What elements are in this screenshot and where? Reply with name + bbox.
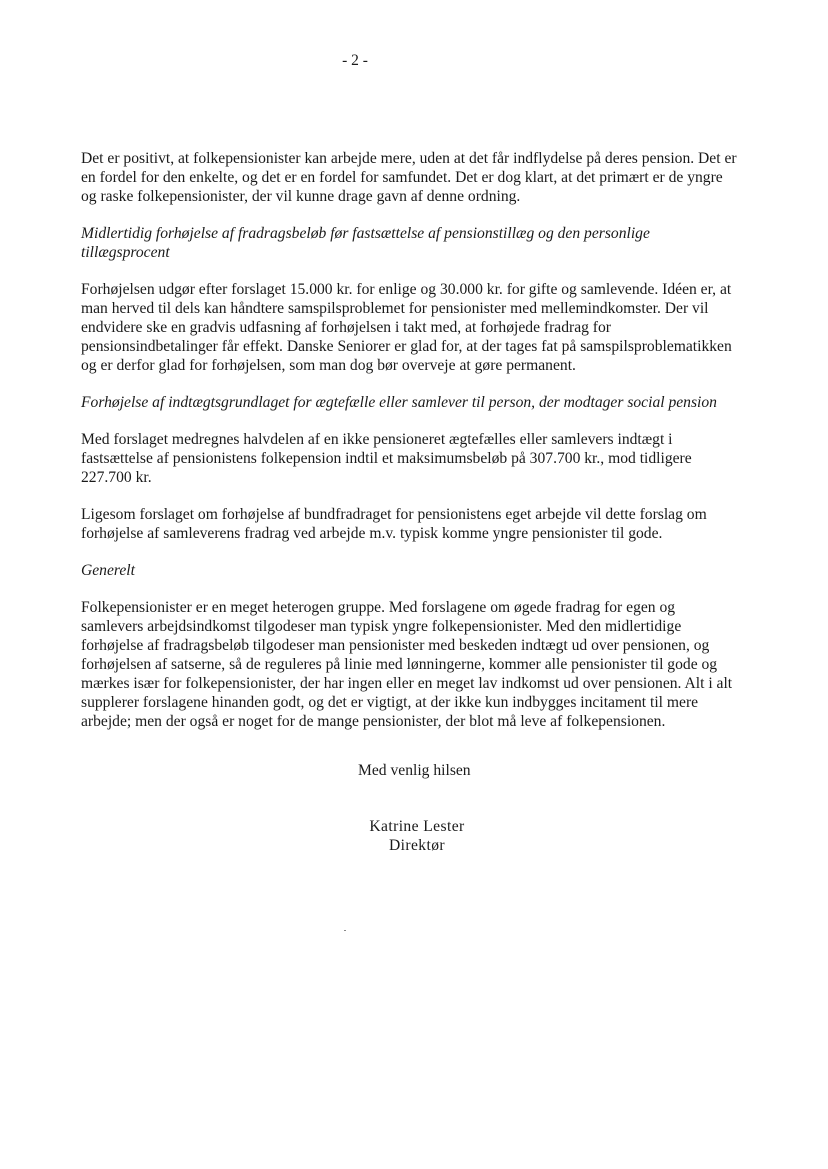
closing-greeting: Med venlig hilsen bbox=[358, 762, 471, 779]
paragraph: Forhøjelsen udgør efter forslaget 15.000 kr. for enlige og 30.000 kr. for gifte og samlevende. Idéen er, at man herved til dels kan håndtere samspilsproblemet for pensionister med mellemindkomster. Der vil endvidere ske en gradvis udfasning af forhøjelsen i takt med, at forhøjede fradrag for pensionsindbetalinger får effekt. Danske Seniorer er glad for, at der tages fat på samspilsproblematikken og er derfor glad for forhøjelsen, som man dog bør overveje at gøre permanent. bbox=[81, 281, 732, 374]
section-heading: Midlertidig forhøjelse af fradragsbeløb før fastsættelse af pensionstillæg og den personlige tillægsprocent bbox=[81, 225, 650, 261]
signer-title: Direktør bbox=[388, 837, 446, 854]
section-heading: Generelt bbox=[81, 562, 135, 579]
page-number: - 2 - bbox=[342, 52, 368, 69]
section-heading: Forhøjelse af indtægtsgrundlaget for ægtefælle eller samlever til person, der modtager social pension bbox=[81, 394, 717, 411]
paragraph: Folkepensionister er en meget heterogen gruppe. Med forslagene om øgede fradrag for egen og samlevers arbejdsindkomst tilgodeser man typisk yngre folkepensionister. Med den midlertidige forhøjelse af fradragsbeløb tilgodeser man pensionister med beskeden indtægt ud over pensionen, og forhøjelsen af satserne, så de reguleres på linie med lønningerne, kommer alle pensionister til gode og mærkes især for folkepensionister, der har ingen eller en meget lav indkomst ud over pensionen. Alt i alt supplerer forslagene hinanden godt, og det er vigtigt, at der ikke kun indbygges incitament til mere arbejde; men der også er noget for de mange pensionister, der blot må leve af folkepensionen. bbox=[81, 599, 733, 730]
letter-body bbox=[81, 149, 741, 749]
signature-block bbox=[367, 817, 467, 855]
paragraph: Det er positivt, at folkepensionister kan arbejde mere, uden at det får indflydelse på deres pension. Det er en fordel for den enkelte, og det er en fordel for samfundet. Det er dog klart, at det primært er de yngre og raske folkepensionister, der vil kunne drage gavn af denne ordning. bbox=[81, 150, 737, 205]
scan-speck bbox=[344, 930, 346, 931]
signer-name: Katrine Lester bbox=[369, 818, 465, 835]
paragraph: Med forslaget medregnes halvdelen af en ikke pensioneret ægtefælles eller samlevers indtægt i fastsættelse af pensionistens folkepension indtil et maksimumsbeløb på 307.700 kr., mod tidligere 227.700 kr. bbox=[81, 431, 692, 486]
paragraph: Ligesom forslaget om forhøjelse af bundfradraget for pensionistens eget arbejde vil dette forslag om forhøjelse af samleverens fradrag ved arbejde m.v. typisk komme yngre pensionister til gode. bbox=[81, 506, 707, 542]
